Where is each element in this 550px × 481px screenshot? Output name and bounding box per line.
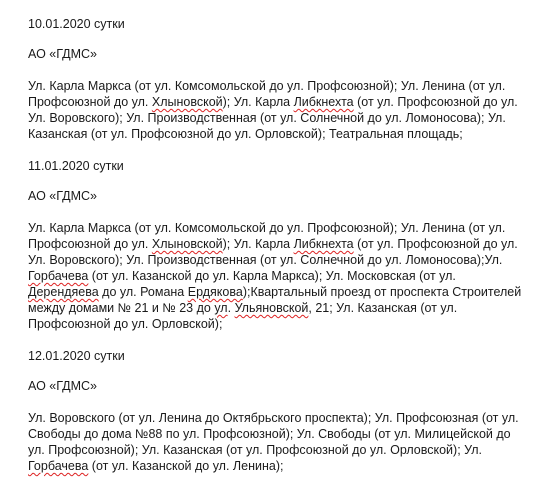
- misspelled-word: Дерендяева: [28, 285, 99, 299]
- section-organization: АО «ГДМС»: [28, 47, 98, 61]
- misspelled-word: Горбачева: [28, 269, 89, 283]
- text-line: Ул. Воровского); Ул. Производственная (от ул. Солнечной до ул. Ломоносова);Ул.: [28, 253, 503, 267]
- text-line: между домами № 21 и № 23 до ул. Ульяновской, 21; Ул. Казанская (от ул.: [28, 301, 458, 315]
- misspelled-word: Либкнехта: [293, 237, 354, 251]
- misspelled-word: Ердякова: [187, 285, 243, 299]
- text-line: Дерендяева до ул. Романа Ердякова);Квартальный проезд от проспекта Строителей: [28, 285, 522, 299]
- section-2: [28, 158, 538, 332]
- section-date: 12.01.2020 сутки: [28, 349, 125, 363]
- misspelled-word: Хлыновской: [151, 237, 223, 251]
- misspelled-word: Либкнехта: [293, 95, 354, 109]
- misspelled-word: Хлыновской: [151, 95, 223, 109]
- text-line: Ул. Карла Маркса (от ул. Комсомольской до ул. Профсоюзной); Ул. Ленина (от ул.: [28, 221, 506, 235]
- misspelled-word: ул: [214, 301, 228, 315]
- misspelled-word: Горбачева: [28, 459, 89, 473]
- text-line: Профсоюзной до ул. Хлыновской); Ул. Карла Либкнехта (от ул. Профсоюзной до ул.: [28, 95, 518, 109]
- text-line: Горбачева (от ул. Казанской до ул. Карла Маркса); Ул. Московская (от ул.: [28, 269, 456, 283]
- section-1: [28, 16, 538, 142]
- section-date: 11.01.2020 сутки: [28, 159, 124, 173]
- section-streets: [28, 220, 538, 332]
- text-line: ул. Профсоюзной); Ул. Казанская (от ул. Профсоюзной до ул. Орловской); Ул.: [28, 443, 483, 457]
- text-line: Ул. Воровского (от ул. Ленина до Октябрьского проспекта); Ул. Профсоюзная (от ул.: [28, 411, 519, 425]
- text-line: Профсоюзной до ул. Хлыновской); Ул. Карла Либкнехта (от ул. Профсоюзной до ул.: [28, 237, 518, 251]
- section-organization: АО «ГДМС»: [28, 189, 98, 203]
- section-organization: АО «ГДМС»: [28, 379, 98, 393]
- section-streets: [28, 78, 538, 142]
- text-line: Ул. Воровского); Ул. Производственная (от ул. Солнечной до ул. Ломоносова); Ул.: [28, 111, 506, 125]
- text-line: Горбачева (от ул. Казанской до ул. Ленина);: [28, 459, 284, 473]
- section-3: [28, 348, 538, 474]
- section-streets: [28, 410, 538, 474]
- text-line: Казанская (от ул. Профсоюзной до ул. Орловской); Театральная площадь;: [28, 127, 463, 141]
- text-line: Свободы до дома №88 по ул. Профсоюзной); Ул. Свободы (от ул. Милицейской до: [28, 427, 511, 441]
- text-line: Ул. Карла Маркса (от ул. Комсомольской до ул. Профсоюзной); Ул. Ленина (от ул.: [28, 79, 506, 93]
- text-line: Профсоюзной до ул. Орловской);: [28, 317, 223, 331]
- misspelled-word: Ульяновской: [234, 301, 309, 315]
- section-date: 10.01.2020 сутки: [28, 17, 125, 31]
